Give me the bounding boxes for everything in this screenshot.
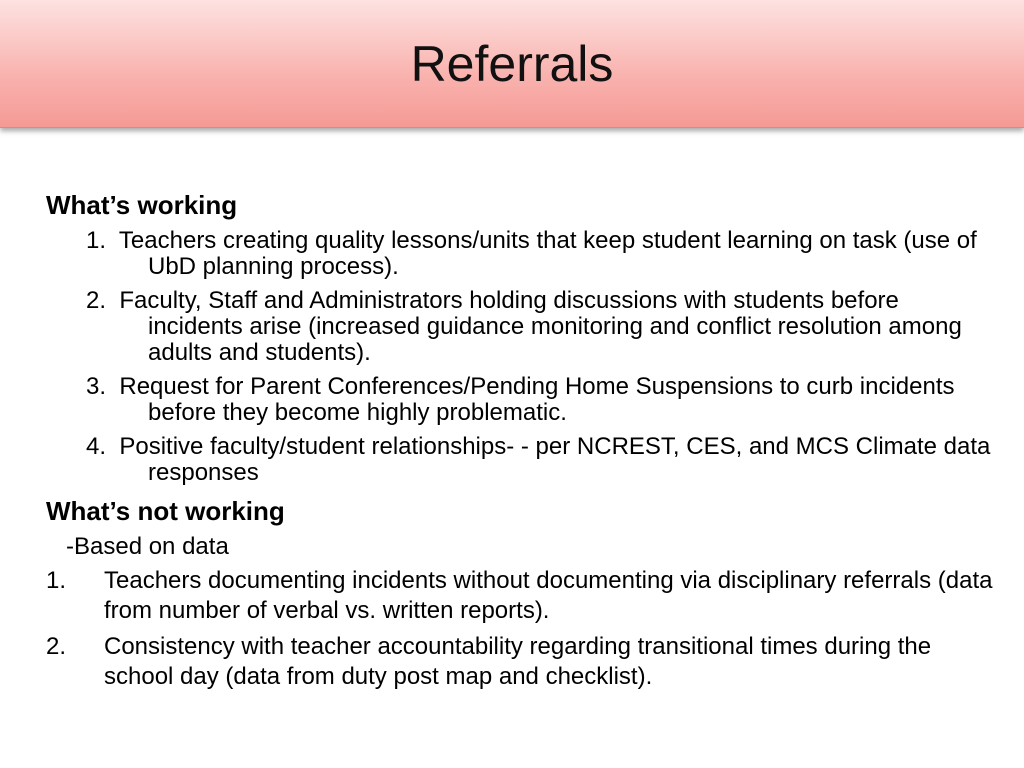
slide-title: Referrals — [410, 36, 614, 92]
list-item — [46, 566, 996, 626]
list-item — [46, 228, 996, 280]
not-working-list — [46, 566, 996, 692]
not-working-heading: What’s not working — [46, 496, 285, 526]
item-text: Faculty, Staff and Administrators holding discussions with students before incidents arise (increased guidance monitoring and conflict resolution among adults and students). — [119, 287, 962, 366]
item-text: Consistency with teacher accountability regarding transitional times during the school day (data from duty post map and checklist). — [104, 633, 932, 690]
list-item — [46, 632, 996, 692]
item-number: 2. — [86, 287, 107, 314]
item-number: 3. — [86, 373, 107, 400]
item-text: Positive faculty/student relationships- - per NCREST, CES, and MCS Climate data responses — [119, 433, 991, 486]
title-bar — [0, 0, 1024, 128]
item-number: 1. — [86, 227, 107, 254]
item-number: 1. — [46, 567, 67, 594]
working-heading: What’s working — [46, 190, 238, 220]
not-working-subheading: -Based on data — [66, 533, 229, 560]
item-number: 4. — [86, 433, 107, 460]
item-text: Teachers documenting incidents without documenting via disciplinary referrals (data from number of verbal vs. written reports). — [104, 567, 993, 624]
list-item — [46, 288, 996, 366]
working-list — [46, 228, 996, 486]
slide-content — [46, 188, 996, 698]
item-text: Teachers creating quality lessons/units that keep student learning on task (use of UbD planning process). — [118, 227, 977, 280]
item-text: Request for Parent Conferences/Pending Home Suspensions to curb incidents before they become highly problematic. — [119, 373, 955, 426]
list-item — [46, 374, 996, 426]
item-number: 2. — [46, 633, 67, 660]
list-item — [46, 434, 996, 486]
